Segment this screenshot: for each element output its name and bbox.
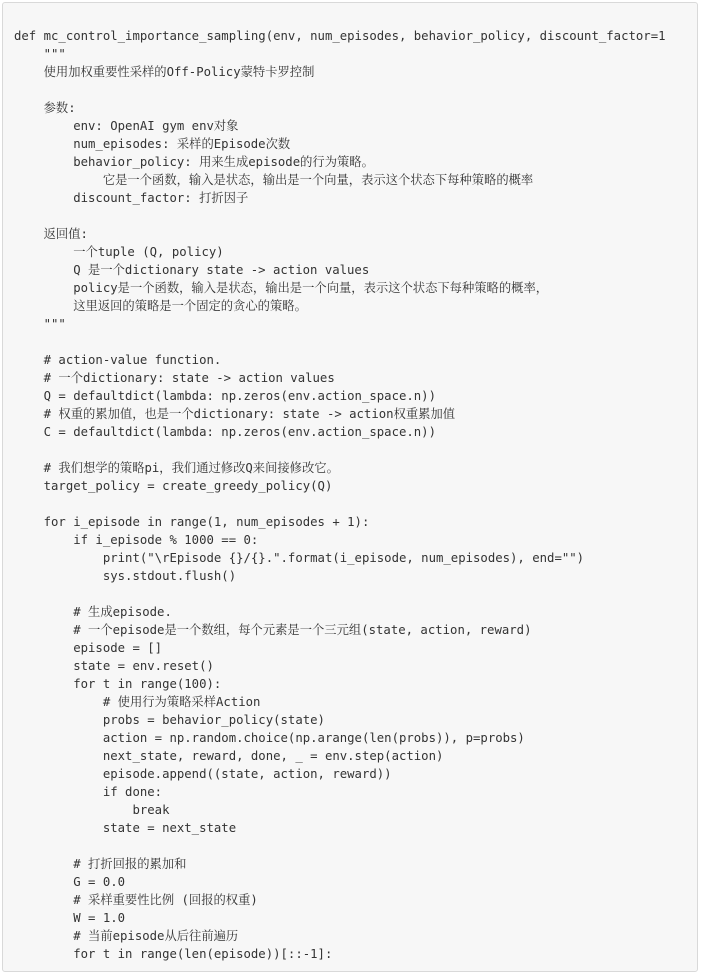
code-line: 参数:	[14, 101, 76, 115]
code-line: def mc_control_importance_sampling(env, num_episodes, behavior_policy, discount_factor=1	[14, 29, 666, 43]
code-line: policy是一个函数，输入是状态，输出是一个向量，表示这个状态下每种策略的概率，	[14, 281, 549, 295]
code-line	[14, 495, 666, 513]
code-line: state = next_state	[14, 821, 237, 835]
code-line: Q = defaultdict(lambda: np.zeros(env.action_space.n))	[14, 389, 436, 403]
code-line: behavior_policy: 用来生成episode的行为策略。	[14, 155, 374, 169]
code-line: probs = behavior_policy(state)	[14, 713, 325, 727]
code-line: target_policy = create_greedy_policy(Q)	[14, 479, 333, 493]
code-line	[14, 441, 666, 459]
code-line: for t in range(100):	[14, 677, 222, 691]
code-line: 这里返回的策略是一个固定的贪心的策略。	[14, 299, 307, 313]
code-line	[14, 81, 666, 99]
code-line	[14, 837, 666, 855]
code-line	[14, 585, 666, 603]
code-line: episode.append((state, action, reward))	[14, 767, 392, 781]
code-line: # 使用行为策略采样Action	[14, 695, 261, 709]
code-line: 返回值:	[14, 227, 88, 241]
code-line: print("\rEpisode {}/{}.".format(i_episode, num_episodes), end="")	[14, 551, 585, 565]
code-line: # 权重的累加值，也是一个dictionary: state -> action权重累加值	[14, 407, 456, 421]
code-line: 它是一个函数，输入是状态，输出是一个向量，表示这个状态下每种策略的概率	[14, 173, 534, 187]
code-line: break	[14, 803, 170, 817]
code-line: """	[14, 47, 66, 61]
code-line: env: OpenAI gym env对象	[14, 119, 239, 133]
code-line	[14, 333, 666, 351]
code-line: # action-value function.	[14, 353, 222, 367]
code-line: next_state, reward, done, _ = env.step(action)	[14, 749, 444, 763]
code-line: 一个tuple (Q, policy)	[14, 245, 224, 259]
code-line: # 我们想学的策略pi，我们通过修改Q来间接修改它。	[14, 461, 339, 475]
code-line: if done:	[14, 785, 163, 799]
code-line: # 一个dictionary: state -> action values	[14, 371, 335, 385]
code-line: state = env.reset()	[14, 659, 214, 673]
code-block	[2, 2, 698, 972]
code-line: W = 1.0	[14, 911, 126, 925]
code-line: # 采样重要性比例 (回报的权重)	[14, 893, 258, 907]
code-line: action = np.random.choice(np.arange(len(probs)), p=probs)	[14, 731, 525, 745]
code-line: # 打折回报的累加和	[14, 857, 187, 871]
code-line: if i_episode % 1000 == 0:	[14, 533, 259, 547]
code-line: G = 0.0	[14, 875, 126, 889]
code-line: Q 是一个dictionary state -> action values	[14, 263, 370, 277]
code-line: 使用加权重要性采样的Off-Policy蒙特卡罗控制	[14, 65, 315, 79]
code-line: C = defaultdict(lambda: np.zeros(env.action_space.n))	[14, 425, 436, 439]
code-line: for i_episode in range(1, num_episodes + 1):	[14, 515, 370, 529]
code-line: discount_factor: 打折因子	[14, 191, 249, 205]
code-line: # 当前episode从后往前遍历	[14, 929, 239, 943]
code-line: sys.stdout.flush()	[14, 569, 237, 583]
code-line: num_episodes: 采样的Episode次数	[14, 137, 291, 151]
code-line: episode = []	[14, 641, 163, 655]
code-line: for t in range(len(episode))[::-1]:	[14, 947, 333, 961]
code-line: """	[14, 317, 66, 331]
code-lines	[14, 27, 666, 963]
code-line	[14, 207, 666, 225]
code-line: # 生成episode.	[14, 605, 172, 619]
code-line: # 一个episode是一个数组，每个元素是一个三元组(state, action, reward)	[14, 623, 532, 637]
